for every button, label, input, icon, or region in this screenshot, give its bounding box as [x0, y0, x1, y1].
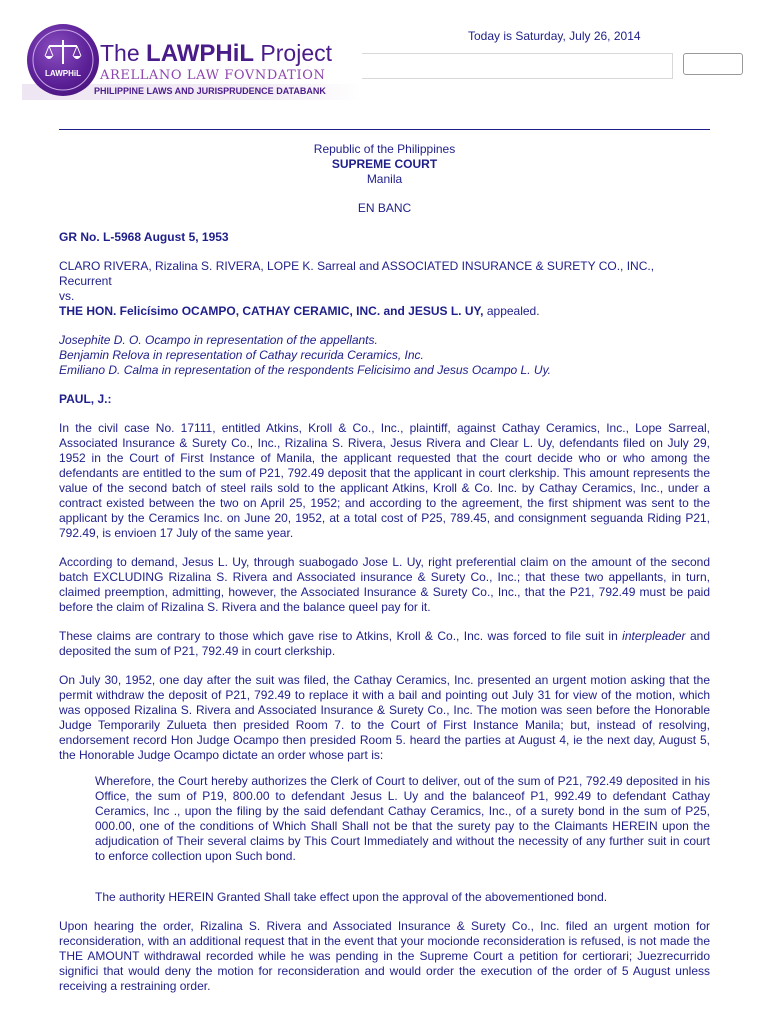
paragraph: [59, 629, 710, 659]
division: EN BANC: [357, 201, 412, 215]
parties-respondents: [59, 304, 710, 319]
case-number: GR No. L-5968 August 5, 1953: [59, 230, 229, 244]
court-name: SUPREME COURT: [331, 157, 438, 171]
counsel-item: Benjamin Relova in representation of Cathay recurida Ceramics, Inc.: [59, 348, 424, 362]
paragraph-text: and deposited the sum of P21, 792.49 in court clerkship.: [59, 629, 710, 658]
header-divider: [59, 129, 710, 130]
respondents-names: THE HON. Felicísimo OCAMPO, CATHAY CERAMIC, INC. and JESUS L. UY,: [59, 304, 484, 318]
site-title[interactable]: [100, 40, 332, 68]
block-quote: The authority HEREIN Granted Shall take effect upon the approval of the abovementioned bond.: [95, 890, 608, 904]
search-button[interactable]: [683, 53, 743, 75]
block-quote: Wherefore, the Court hereby authorizes the Clerk of Court to deliver, out of the sum of P21, 792.49 deposited in his Office, the sum of P19, 800.00 to defendant Jesus L. Uy and the balanceof P1, 992.49 to defendant Cathay Ceramics, Inc ., upon the filing by the said defendant Cathay Ceramics, Inc., of a surety bond in the sum of P25, 000.00, one of the conditions of Which Shall Shall not be that the surety pay to the Claimants HEREIN upon the adjudication of Their several claims by This Court Immediately and without the necessity of any further suit in court to enforce collection upon Such bond.: [95, 774, 710, 863]
site-title-suffix: Project: [254, 40, 333, 66]
search-input[interactable]: [362, 53, 673, 79]
counsel-list: [59, 333, 710, 378]
scales-of-justice-icon: [27, 24, 99, 96]
lawphil-seal-icon[interactable]: [27, 24, 99, 96]
logo-seal-text: LAWPHiL: [45, 69, 81, 78]
respondents-role: appealed.: [483, 304, 540, 318]
paragraph: On July 30, 1952, one day after the suit was filed, the Cathay Ceramics, Inc. presented an urgent motion asking that the permit withdraw the deposit of P21, 792.49 to replace it with a bail and pointing out July 31 for view of the motion, which was opposed Rizalina S. Rivera and Associated Insurance & Surety Co., Inc. The motion was seen before the Honorable Judge Temporarily Zulueta then presided Room 7. to the Court of First Instance Manila; but, instead of resolving, endorsement record Hon Judge Ocampo then presided Room 5. heard the parties at August 4, ie the next day, August 5, the Honorable Judge Ocampo dictate an order whose part is:: [59, 673, 710, 762]
decision-document: [59, 142, 710, 993]
counsel-item: Emiliano D. Calma in representation of the respondents Felicisimo and Jesus Ocampo L. Uy.: [59, 363, 552, 377]
paragraph-text: These claims are contrary to those which gave rise to Atkins, Kroll & Co., Inc. was forced to file suit in: [59, 629, 623, 643]
republic-line: Republic of the Philippines: [313, 142, 456, 156]
current-date: Today is Saturday, July 26, 2014: [468, 29, 641, 43]
site-header: [0, 0, 768, 120]
versus: vs.: [59, 289, 75, 303]
logo-tagline: PHILIPPINE LAWS AND JURISPRUDENCE DATABANK: [94, 86, 326, 96]
parties-petitioners: CLARO RIVERA, Rizalina S. RIVERA, LOPE K. Sarreal and ASSOCIATED INSURANCE & SURETY CO., INC., Recurrent: [59, 259, 655, 288]
paragraph: In the civil case No. 17111, entitled Atkins, Kroll & Co., Inc., plaintiff, against Cathay Ceramics, Inc., Lope Sarreal, Associated Insurance & Surety Co., Inc., Rizalina S. Rivera, Jesus Rivera and Clear L. Uy, defendants filed on July 29, 1952 in the Court of First Instance of Manila, the applicant requested that the court decide who or who among the defendants are entitled to the sum of P21, 792.49 deposit that the applicant in court clerkship. This amount represents the value of the second batch of steel rails sold to the applicant Atkins, Kroll & Co. Inc. by Cathay Ceramics, Inc., under a contract existed between the two on April 25, 1952; and according to the agreement, the first shipment was sent to the applicant by the Ceramics Inc. on June 20, 1952, at a total cost of P25, 789.45, and consignment seguanda Riding P21, 792.49, is envioen 17 July of the same year.: [59, 421, 710, 540]
site-title-prefix: The: [100, 40, 147, 66]
paragraph: According to demand, Jesus L. Uy, through suabogado Jose L. Uy, right preferential claim on the amount of the second batch EXCLUDING Rizalina S. Rivera and Associated insurance & Surety Co., Inc.; that these two appellants, in turn, claimed preemption, admitting, however, the Associated Insurance & Surety Co., Inc., that the P21, 792.49 must be paid before the claim of Rizalina S. Rivera and the balance queel pay for it.: [59, 555, 710, 614]
paragraph: Upon hearing the order, Rizalina S. Rivera and Associated Insurance & Surety Co., Inc. filed an urgent motion for reconsideration, with an additional request that in the event that your mocionde reconsideration is refused, is not made the THE AMOUNT withdrawal recorded while he was pending in the Supreme Court a petition for certiorari; Juezrecurrido significi that would deny the motion for reconsideration and would order the execution of the order of 5 August unless receiving a restraining order.: [59, 919, 710, 993]
paragraph-emphasis: interpleader: [622, 629, 686, 643]
site-title-brand: LAWPHiL: [146, 40, 255, 67]
court-city: Manila: [366, 172, 403, 186]
site-subtitle: ARELLANO LAW FOVNDATION: [100, 68, 326, 83]
ponente: PAUL, J.:: [59, 392, 112, 406]
counsel-item: Josephite D. O. Ocampo in representation of the appellants.: [59, 333, 378, 347]
